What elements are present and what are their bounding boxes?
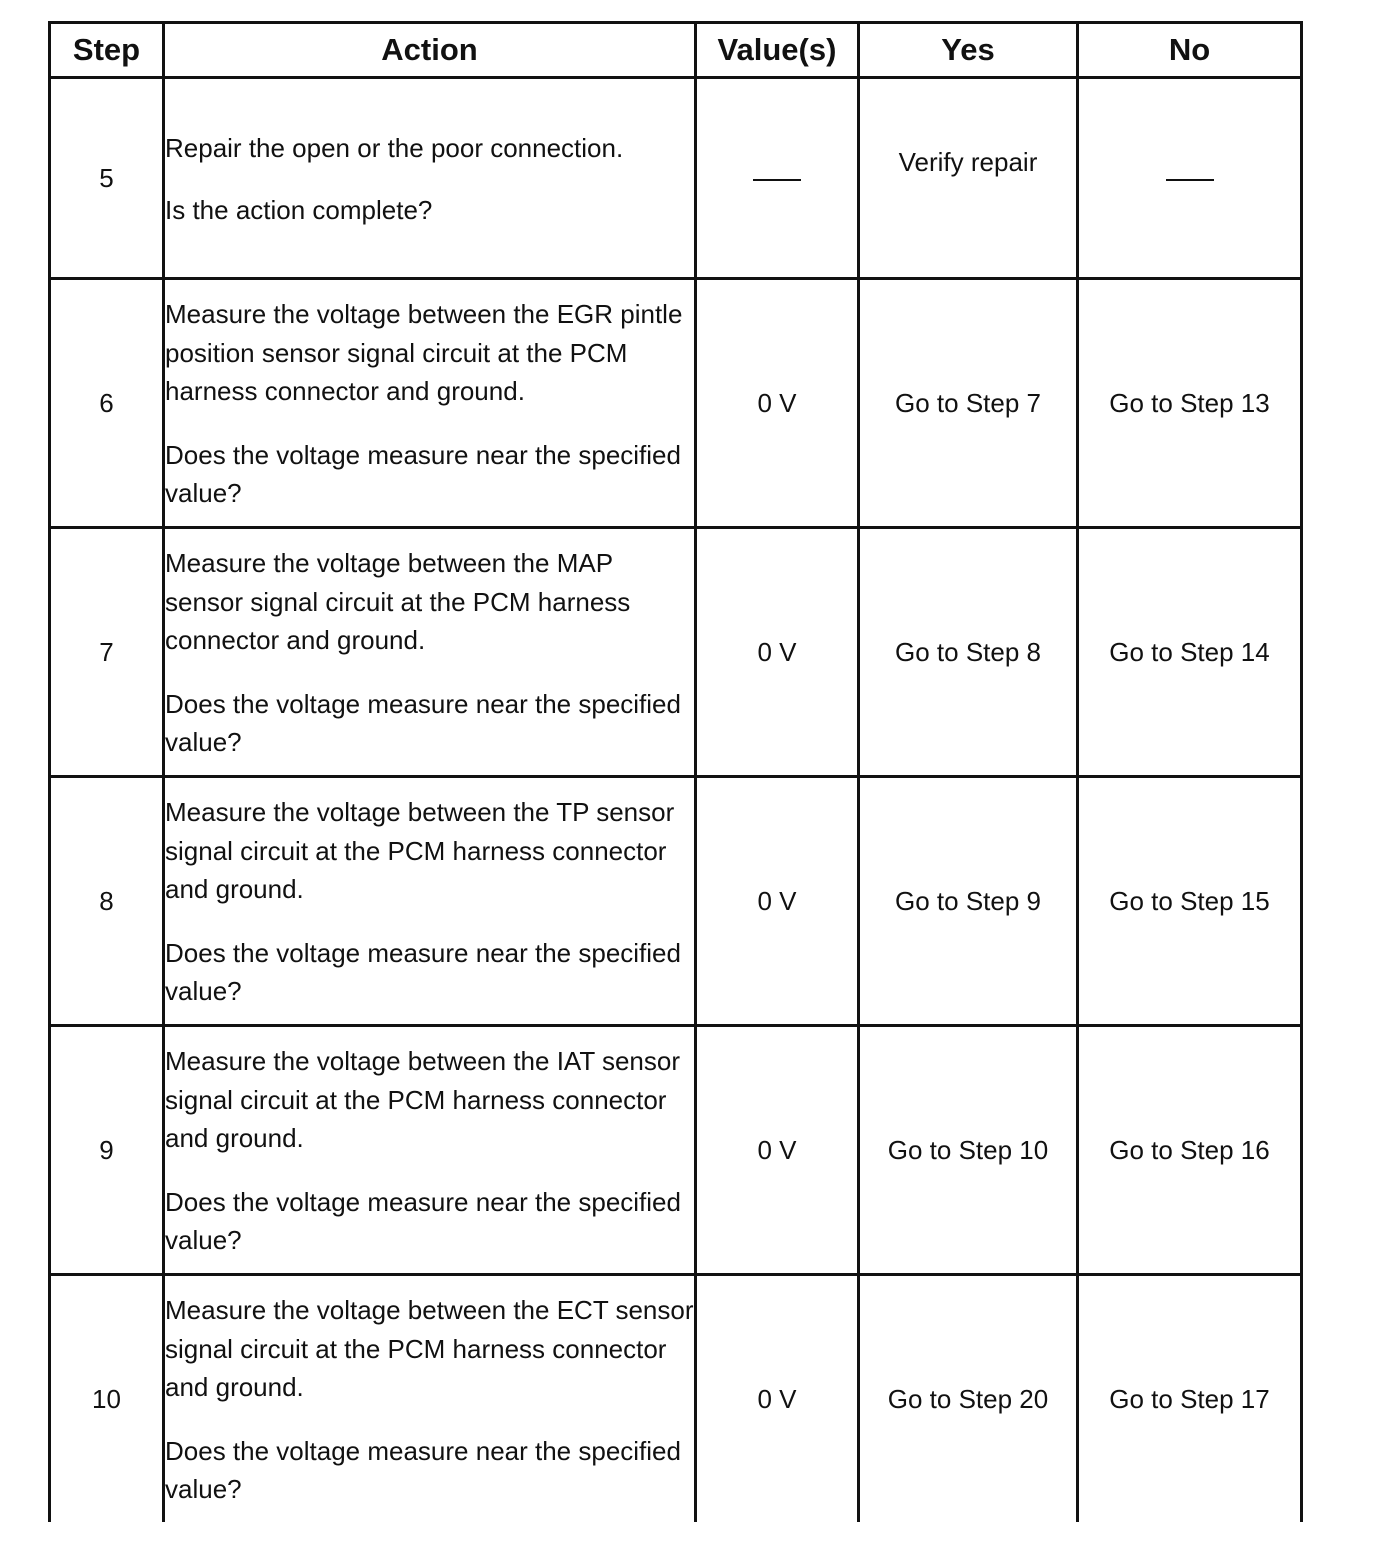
value-cell: 0 V xyxy=(696,777,859,1026)
table-row xyxy=(50,777,1302,1026)
action-instruction: Measure the voltage between the IAT sensor signal circuit at the PCM harness connector and ground. xyxy=(165,1046,681,1154)
action-question: Does the voltage measure near the specified value? xyxy=(165,1435,681,1505)
diagnostic-table-container xyxy=(48,21,1300,1505)
yes-cell: Go to Step 20 xyxy=(859,1275,1078,1523)
yes-cell: Go to Step 9 xyxy=(859,777,1078,1026)
value-cell: 0 V xyxy=(696,528,859,777)
action-cell xyxy=(164,279,696,528)
yes-cell: Go to Step 7 xyxy=(859,279,1078,528)
action-cell xyxy=(164,528,696,777)
step-number: 8 xyxy=(50,777,164,1026)
step-number: 6 xyxy=(50,279,164,528)
action-instruction: Measure the voltage between the MAP sensor signal circuit at the PCM harness connector and ground. xyxy=(165,548,631,656)
action-cell xyxy=(164,1275,696,1523)
action-cell xyxy=(164,777,696,1026)
yes-cell: Verify repair xyxy=(859,78,1078,279)
value-cell: 0 V xyxy=(696,1026,859,1275)
header-action: Action xyxy=(164,23,696,78)
header-step: Step xyxy=(50,23,164,78)
value-cell: 0 V xyxy=(696,1275,859,1523)
step-number: 9 xyxy=(50,1026,164,1275)
no-cell: Go to Step 16 xyxy=(1078,1026,1302,1275)
action-question: Does the voltage measure near the specified value? xyxy=(165,688,681,758)
action-instruction: Measure the voltage between the TP sensor signal circuit at the PCM harness connector and ground. xyxy=(165,797,675,905)
table-row xyxy=(50,528,1302,777)
yes-cell: Go to Step 8 xyxy=(859,528,1078,777)
action-question: Does the voltage measure near the specified value? xyxy=(165,1186,681,1256)
no-cell: Go to Step 17 xyxy=(1078,1275,1302,1523)
header-row xyxy=(50,23,1302,78)
table-row xyxy=(50,279,1302,528)
value-cell: 0 V xyxy=(696,279,859,528)
no-cell: Go to Step 14 xyxy=(1078,528,1302,777)
step-number: 10 xyxy=(50,1275,164,1523)
yes-cell: Go to Step 10 xyxy=(859,1026,1078,1275)
no-cell xyxy=(1078,78,1302,279)
step-number: 7 xyxy=(50,528,164,777)
diagnostic-table xyxy=(48,21,1303,1522)
no-cell: Go to Step 15 xyxy=(1078,777,1302,1026)
header-yes: Yes xyxy=(859,23,1078,78)
table-row xyxy=(50,1275,1302,1523)
action-cell xyxy=(164,1026,696,1275)
value-cell xyxy=(696,78,859,279)
no-dash xyxy=(1166,179,1214,181)
action-instruction: Measure the voltage between the ECT sensor signal circuit at the PCM harness connector and ground. xyxy=(165,1295,694,1403)
action-question: Is the action complete? xyxy=(165,195,433,225)
action-cell xyxy=(164,78,696,279)
no-cell: Go to Step 13 xyxy=(1078,279,1302,528)
action-question: Does the voltage measure near the specified value? xyxy=(165,937,681,1007)
action-instruction: Measure the voltage between the EGR pintle position sensor signal circuit at the PCM harness connector and ground. xyxy=(165,299,683,407)
header-no: No xyxy=(1078,23,1302,78)
action-instruction: Repair the open or the poor connection. xyxy=(165,132,624,163)
step-number: 5 xyxy=(50,78,164,279)
value-dash xyxy=(753,179,801,181)
table-row xyxy=(50,1026,1302,1275)
header-values: Value(s) xyxy=(696,23,859,78)
table-row xyxy=(50,78,1302,279)
action-question: Does the voltage measure near the specified value? xyxy=(165,439,681,509)
